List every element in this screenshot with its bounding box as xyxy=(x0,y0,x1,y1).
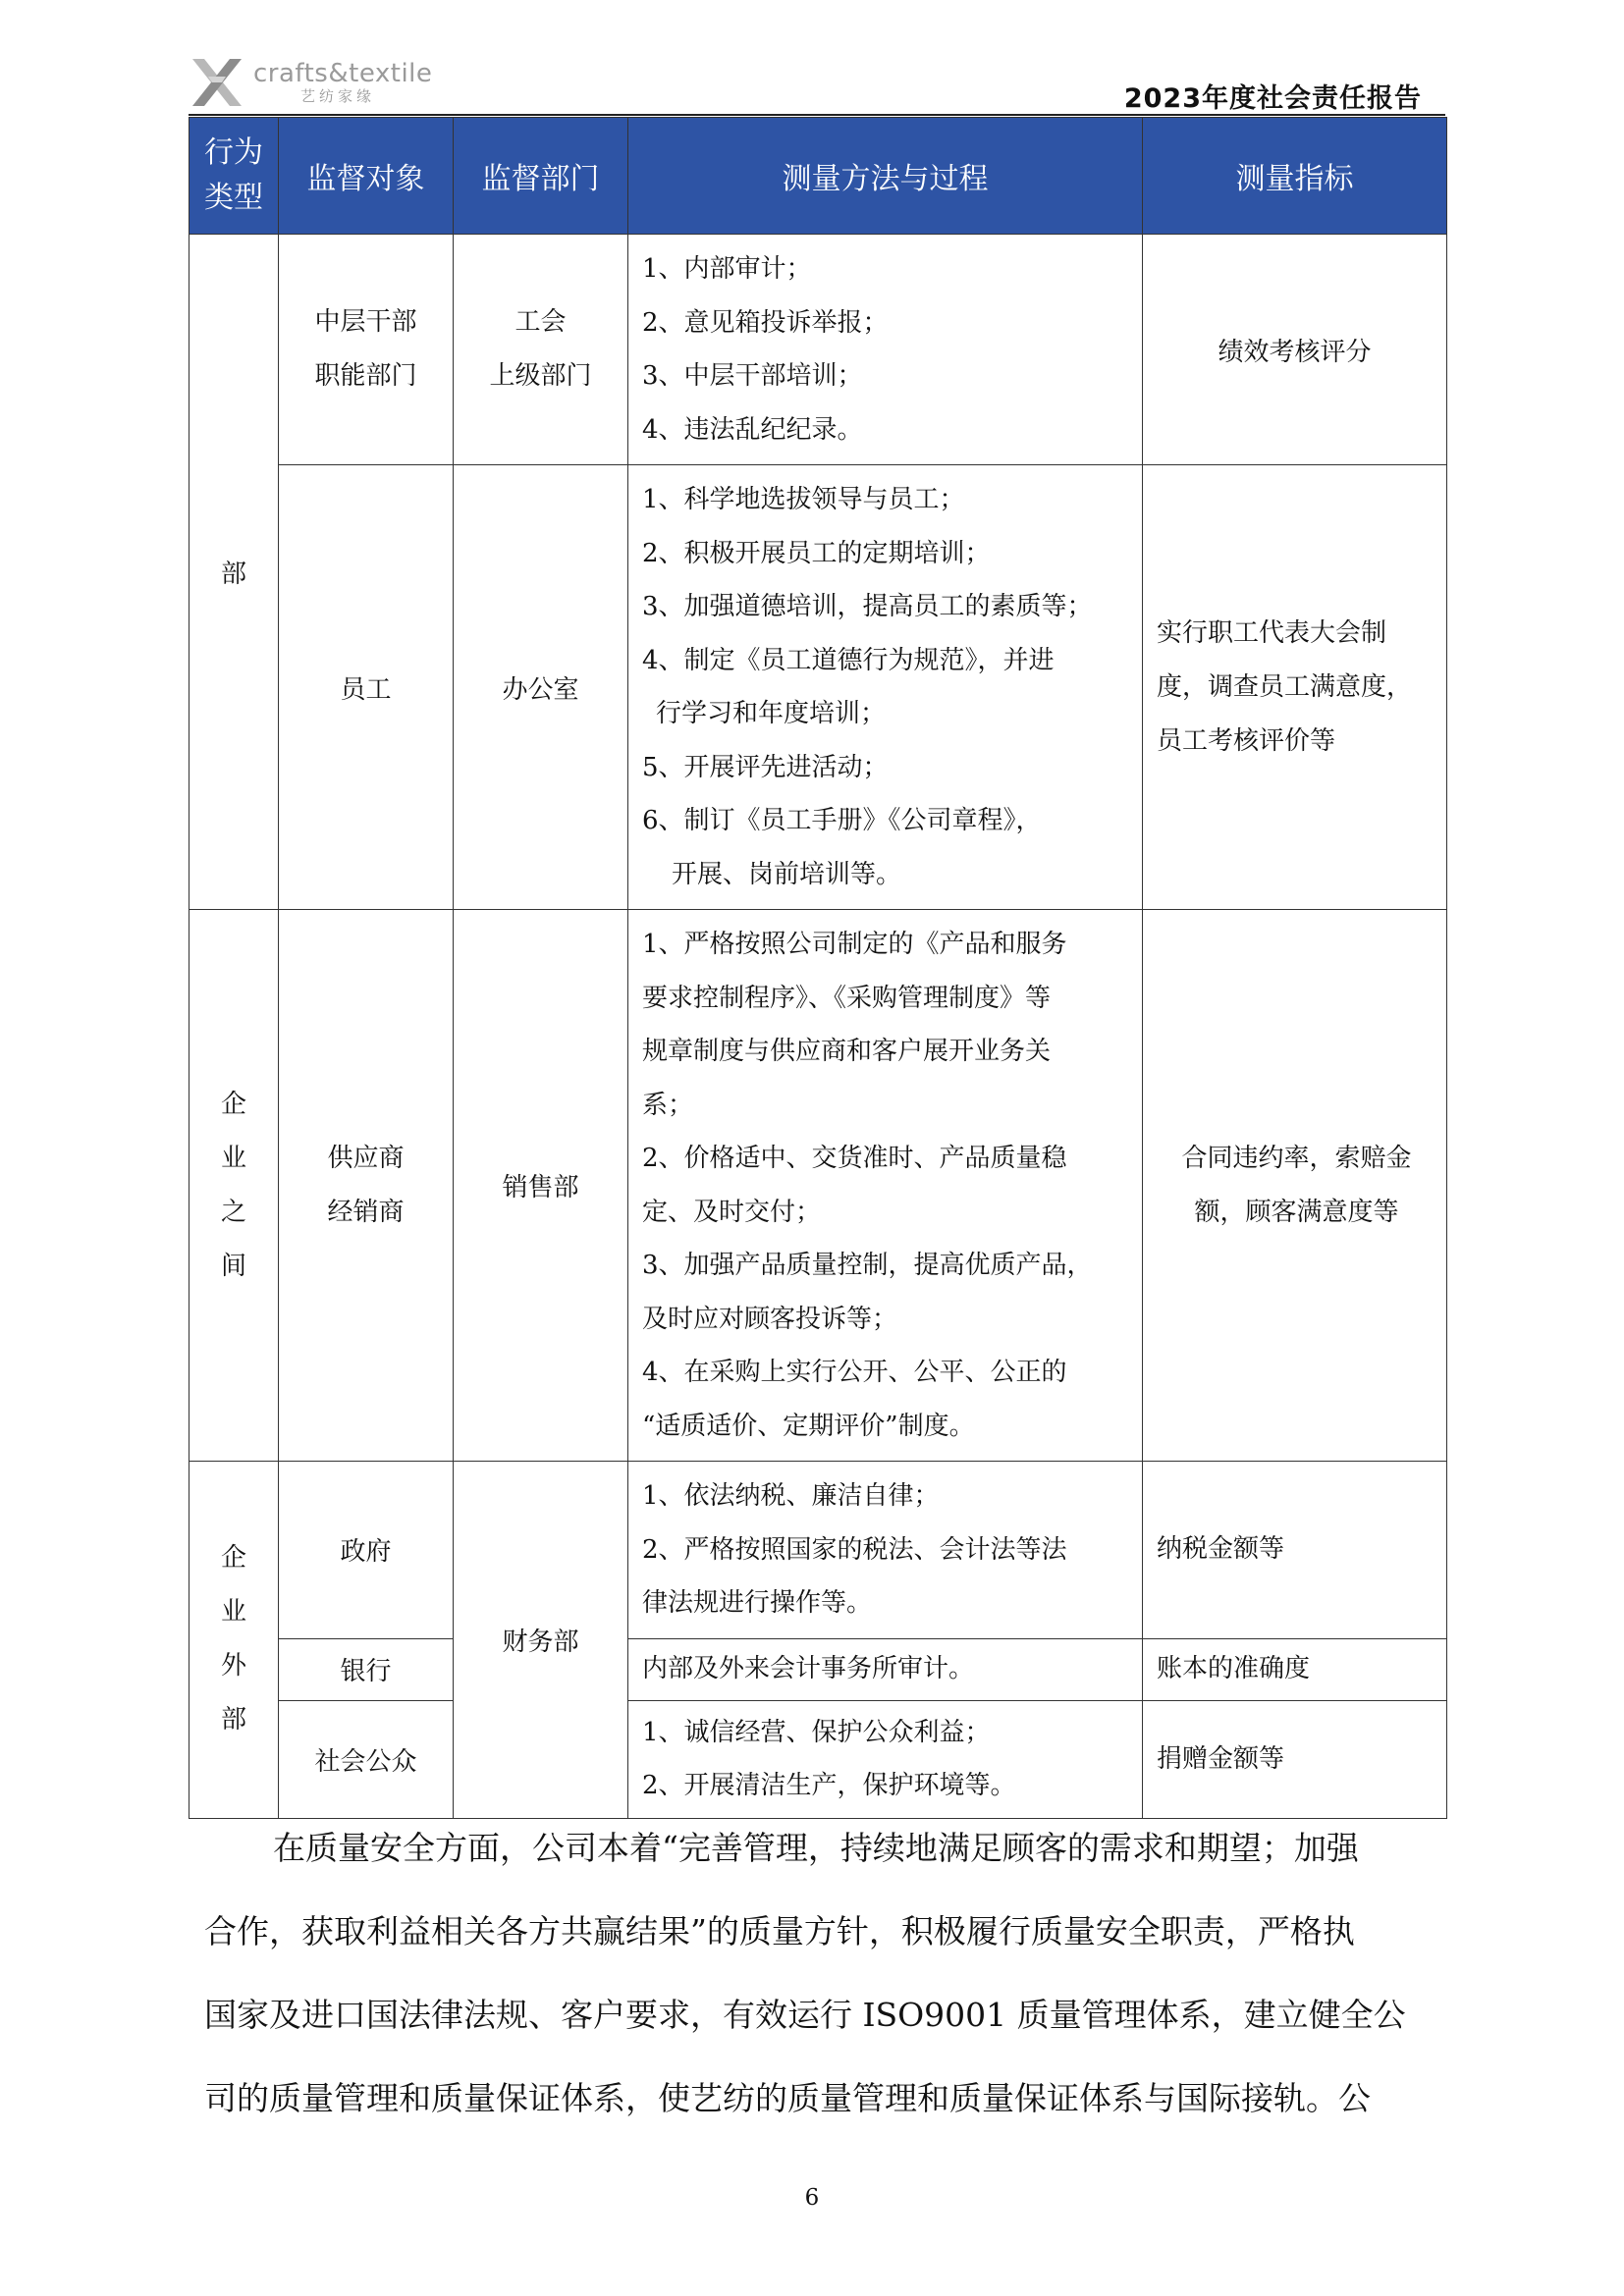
method-cell: 1、严格按照公司制定的《产品和服务 要求控制程序》、《采购管理制度》等 规章制度与供应商和客户展开业务关 系； 2、价格适中、交货准时、产品质量稳 定、及时交付； 3、加强产品质量控制，提高优质产品， 及时应对顾客投诉等； 4、在采购上实行公开、公平、公正的 “适质适价、定期评价”制度。 xyxy=(628,910,1143,1462)
object-cell: 政府 xyxy=(279,1462,454,1639)
metric-cell: 捐赠金额等 xyxy=(1143,1700,1447,1818)
logo-chinese-text: 艺纺家缘 xyxy=(300,87,376,105)
table-row xyxy=(189,1462,1447,1639)
table-header-row xyxy=(189,118,1447,235)
table-row xyxy=(189,1638,1447,1700)
method-cell: 内部及外来会计事务所审计。 xyxy=(628,1638,1143,1700)
col-header-type: 行为 类型 xyxy=(189,118,279,235)
supervision-table xyxy=(189,117,1447,1819)
object-cell: 员工 xyxy=(279,465,454,910)
table-row xyxy=(189,910,1447,1462)
logo-x-icon xyxy=(189,57,245,108)
quality-paragraph: 在质量安全方面，公司本着“完善管理，持续地满足顾客的需求和期望；加强 合作，获取利益相关各方共赢结果”的质量方针，积极履行质量安全职责，严格执 国家及进口国法律法规、客户要求，有效运行 ISO9001 质量管理体系，建立健全公 司的质量管理和质量保证体系，使艺纺的质量管理和质量保证体系与国际接轨。公 xyxy=(204,1829,1406,2117)
col-header-method: 测量方法与过程 xyxy=(628,118,1143,235)
dept-cell: 财务部 xyxy=(454,1462,628,1819)
metric-cell: 实行职工代表大会制 度，调查员工满意度， 员工考核评价等 xyxy=(1143,465,1447,910)
object-cell: 中层干部 职能部门 xyxy=(279,235,454,465)
object-cell: 银行 xyxy=(279,1638,454,1700)
object-cell: 社会公众 xyxy=(279,1700,454,1818)
dept-cell: 销售部 xyxy=(454,910,628,1462)
method-cell: 1、内部审计； 2、意见箱投诉举报； 3、中层干部培训； 4、违法乱纪纪录。 xyxy=(628,235,1143,465)
dept-cell: 办公室 xyxy=(454,465,628,910)
metric-cell: 账本的准确度 xyxy=(1143,1638,1447,1700)
method-cell: 1、诚信经营、保护公众利益； 2、开展清洁生产，保护环境等。 xyxy=(628,1700,1143,1818)
company-logo xyxy=(189,57,432,108)
behavior-type-external: 企 业 外 部 xyxy=(189,1462,279,1819)
object-cell: 供应商 经销商 xyxy=(279,910,454,1462)
col-header-metric: 测量指标 xyxy=(1143,118,1447,235)
col-header-object: 监督对象 xyxy=(279,118,454,235)
page-number: 6 xyxy=(804,2185,820,2211)
behavior-type-between: 企 业 之 间 xyxy=(189,910,279,1462)
metric-cell: 绩效考核评分 xyxy=(1143,235,1447,465)
table-row xyxy=(189,235,1447,465)
metric-cell: 合同违约率，索赔金 额，顾客满意度等 xyxy=(1143,910,1447,1462)
report-title: 2023年度社会责任报告 xyxy=(1123,83,1422,114)
method-cell: 1、科学地选拔领导与员工； 2、积极开展员工的定期培训； 3、加强道德培训，提高员工的素质等； 4、制定《员工道德行为规范》，并进 行学习和年度培训； 5、开展评先进活动； 6、制订《员工手册》《公司章程》， 开展、岗前培训等。 xyxy=(628,465,1143,910)
metric-cell: 纳税金额等 xyxy=(1143,1462,1447,1639)
header-divider xyxy=(189,114,1445,116)
col-header-dept: 监督部门 xyxy=(454,118,628,235)
table-row xyxy=(189,1700,1447,1818)
page-header xyxy=(189,51,1445,116)
logo-english-text: crafts&textile xyxy=(253,59,433,88)
method-cell: 1、依法纳税、廉洁自律； 2、严格按照国家的税法、会计法等法 律法规进行操作等。 xyxy=(628,1462,1143,1639)
table-row xyxy=(189,465,1447,910)
behavior-type-internal: 部 xyxy=(189,235,279,910)
dept-cell: 工会 上级部门 xyxy=(454,235,628,465)
